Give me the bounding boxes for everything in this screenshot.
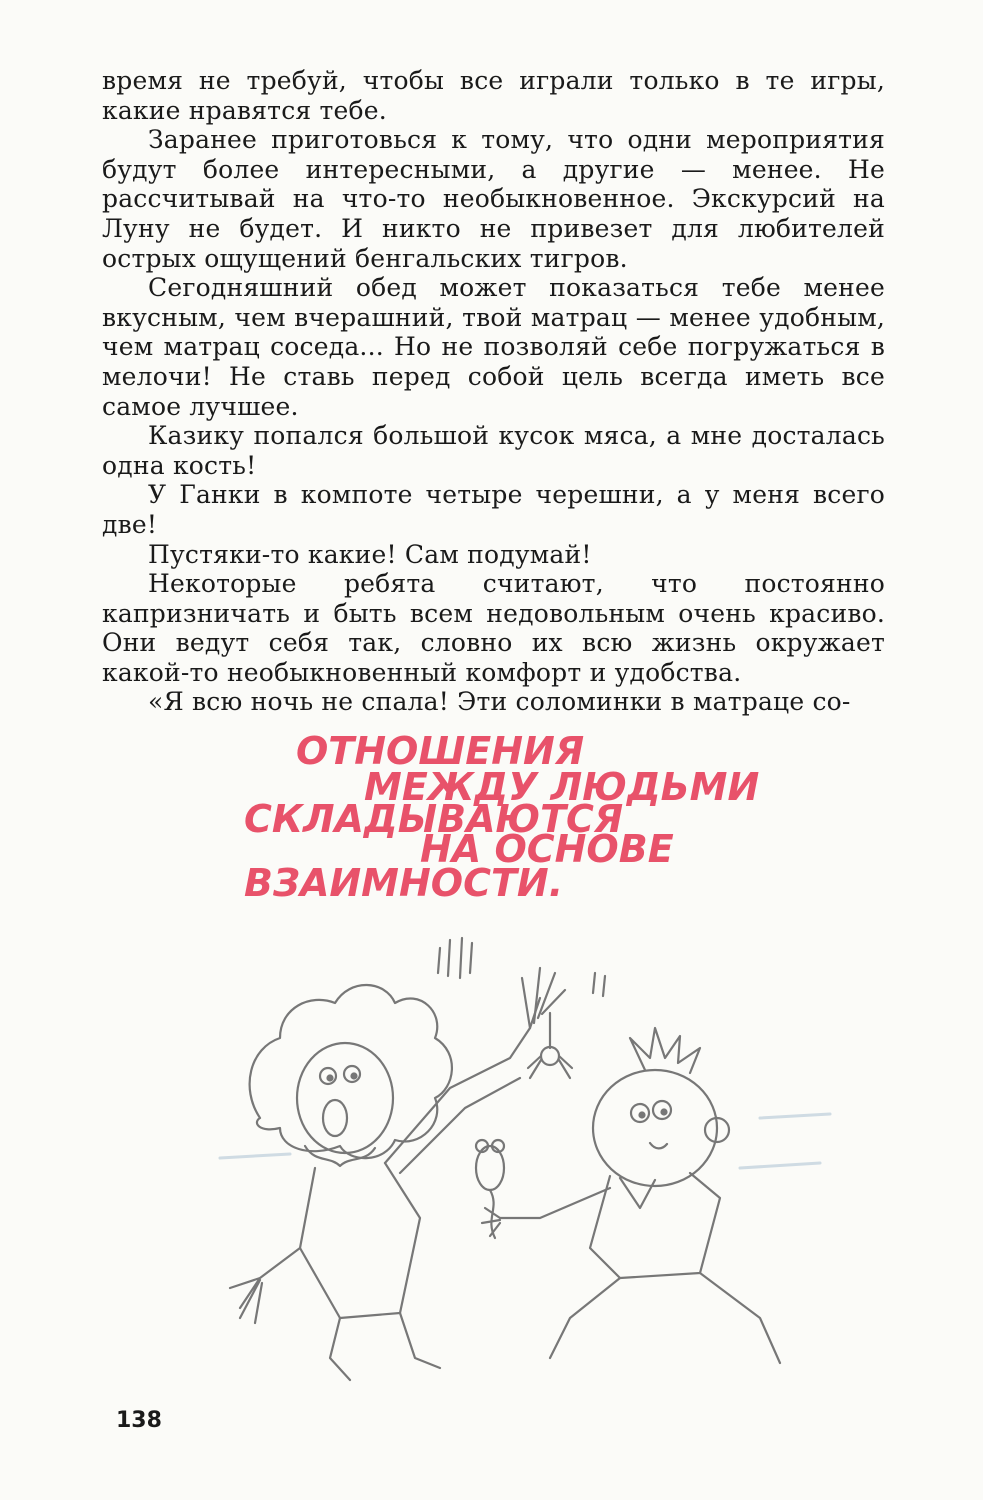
paragraph: «Я всю ночь не спала! Эти соломинки в матраце со- [148, 687, 851, 717]
page-number: 138 [116, 1408, 162, 1433]
girl-dress-icon [300, 1163, 420, 1318]
boy-face-icon [593, 1070, 717, 1186]
paragraph: время не требуй, чтобы все играли только в те игры, какие нравятся тебе. [102, 66, 885, 125]
slogan-line: ВЗАИМНОСТИ. [244, 861, 564, 905]
girl-hair-icon [250, 985, 452, 1158]
paragraph: Сегодняшний обед может показаться тебе менее вкусным, чем вчерашний, твой матрац — менее удобным, чем матрац соседа... Но не позволяй себе погружаться в мелочи! Не ставь перед собой цель всегда иметь все самое лучшее. [102, 273, 885, 421]
slogan-line: СКЛАДЫВАЮТСЯ [244, 797, 624, 841]
paragraph: Казику попался большой кусок мяса, а мне досталась одна кость! [102, 421, 885, 480]
paragraph: Заранее приготовься к тому, что одни мероприятия будут более интересными, а другие — менее. Не рассчитывай на что-то необыкновенное. Экскурсий на Луну не будет. И никто не привезет для любителей острых ощущений бенгальских тигров. [102, 125, 885, 273]
paragraph: Пустяки-то какие! Сам подумай! [148, 539, 592, 569]
spider-icon [541, 1047, 559, 1065]
cartoon-illustration [200, 918, 840, 1398]
paragraph: Некоторые ребята считают, что постоянно капризничать и быть всем недовольным очень красиво. Они ведут себя так, словно их всю жизнь окружает какой-то необыкновенный комфорт и удобства. [102, 569, 885, 687]
slogan-line: ОТНОШЕНИЯ [296, 729, 585, 773]
paragraph: У Ганки в компоте четыре черешни, а у меня всего две! [102, 480, 885, 539]
slogan-line: НА ОСНОВЕ [420, 827, 674, 871]
slogan-line: МЕЖДУ ЛЮДЬМИ [364, 765, 760, 809]
girl-face-icon [297, 1043, 393, 1153]
